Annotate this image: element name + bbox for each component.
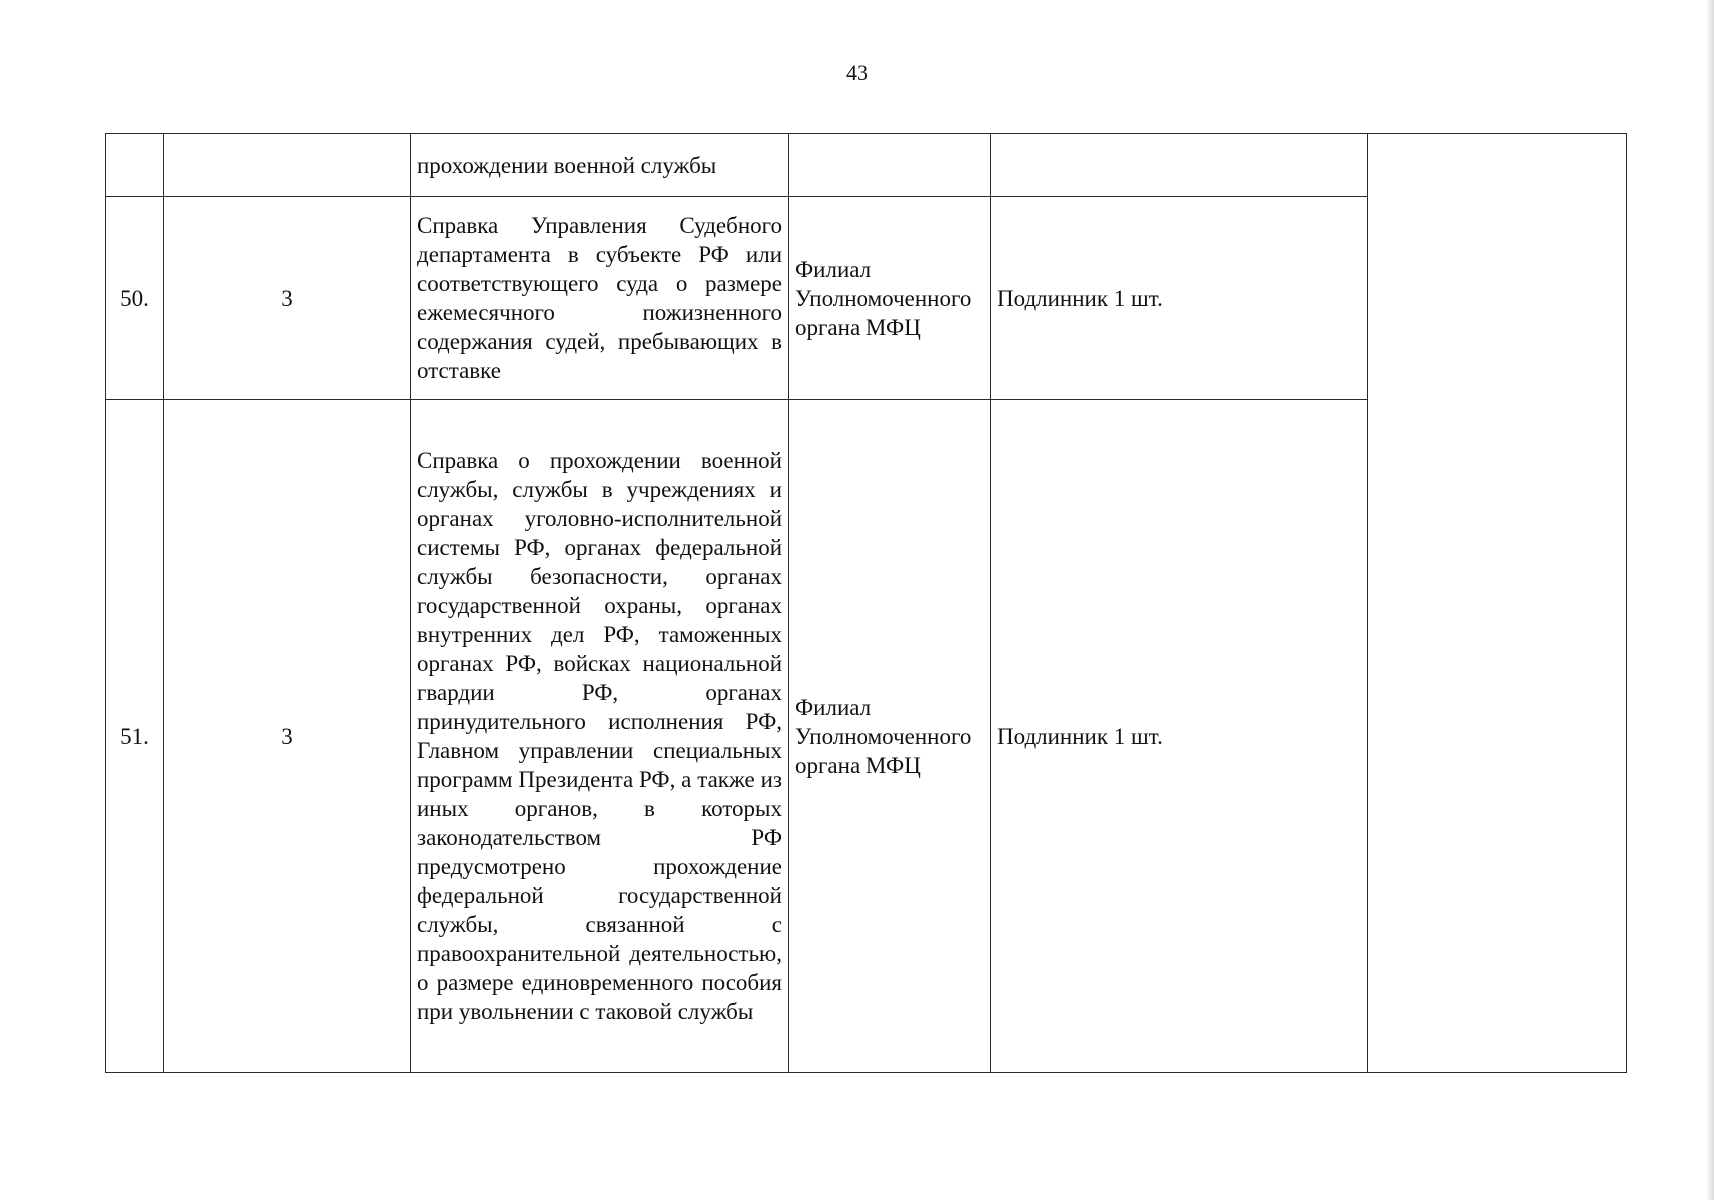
scan-edge-shadow [1706, 0, 1714, 1200]
cell-code [164, 134, 411, 197]
cell-num [106, 134, 164, 197]
cell-form: Подлинник 1 шт. [991, 400, 1368, 1073]
cell-notes [1368, 134, 1627, 1073]
page-number: 43 [846, 60, 868, 85]
cell-code: 3 [164, 197, 411, 400]
cell-organization: Филиал Уполномоченного органа МФЦ [789, 197, 991, 400]
documents-table [105, 133, 1627, 1073]
cell-num: 51. [106, 400, 164, 1073]
cell-description: Справка Управления Судебного департамента в субъекте РФ или соответствующего суда о размере ежемесячного пожизненного содержания судей, пребывающих в отставке [411, 197, 789, 400]
cell-code: 3 [164, 400, 411, 1073]
cell-form [991, 134, 1368, 197]
cell-description: Справка о прохождении военной службы, службы в учреждениях и органах уголовно-исполнительной системы РФ, органах федеральной службы безопасности, органах государственной охраны, органах внутренних дел РФ, таможенных органах РФ, войсках национальной гвардии РФ, органах принудительного исполнения РФ, Главном управлении специальных программ Президента РФ, а также из иных органов, в которых законодательством РФ предусмотрено прохождение федеральной государственной службы, связанной с правоохранительной деятельностью, о размере единовременного пособия при увольнении с таковой службы [411, 400, 789, 1073]
cell-form: Подлинник 1 шт. [991, 197, 1368, 400]
cell-num: 50. [106, 197, 164, 400]
cell-organization: Филиал Уполномоченного органа МФЦ [789, 400, 991, 1073]
table-row-continuation [106, 134, 1627, 197]
cell-description: прохождении военной службы [411, 134, 789, 197]
cell-organization [789, 134, 991, 197]
